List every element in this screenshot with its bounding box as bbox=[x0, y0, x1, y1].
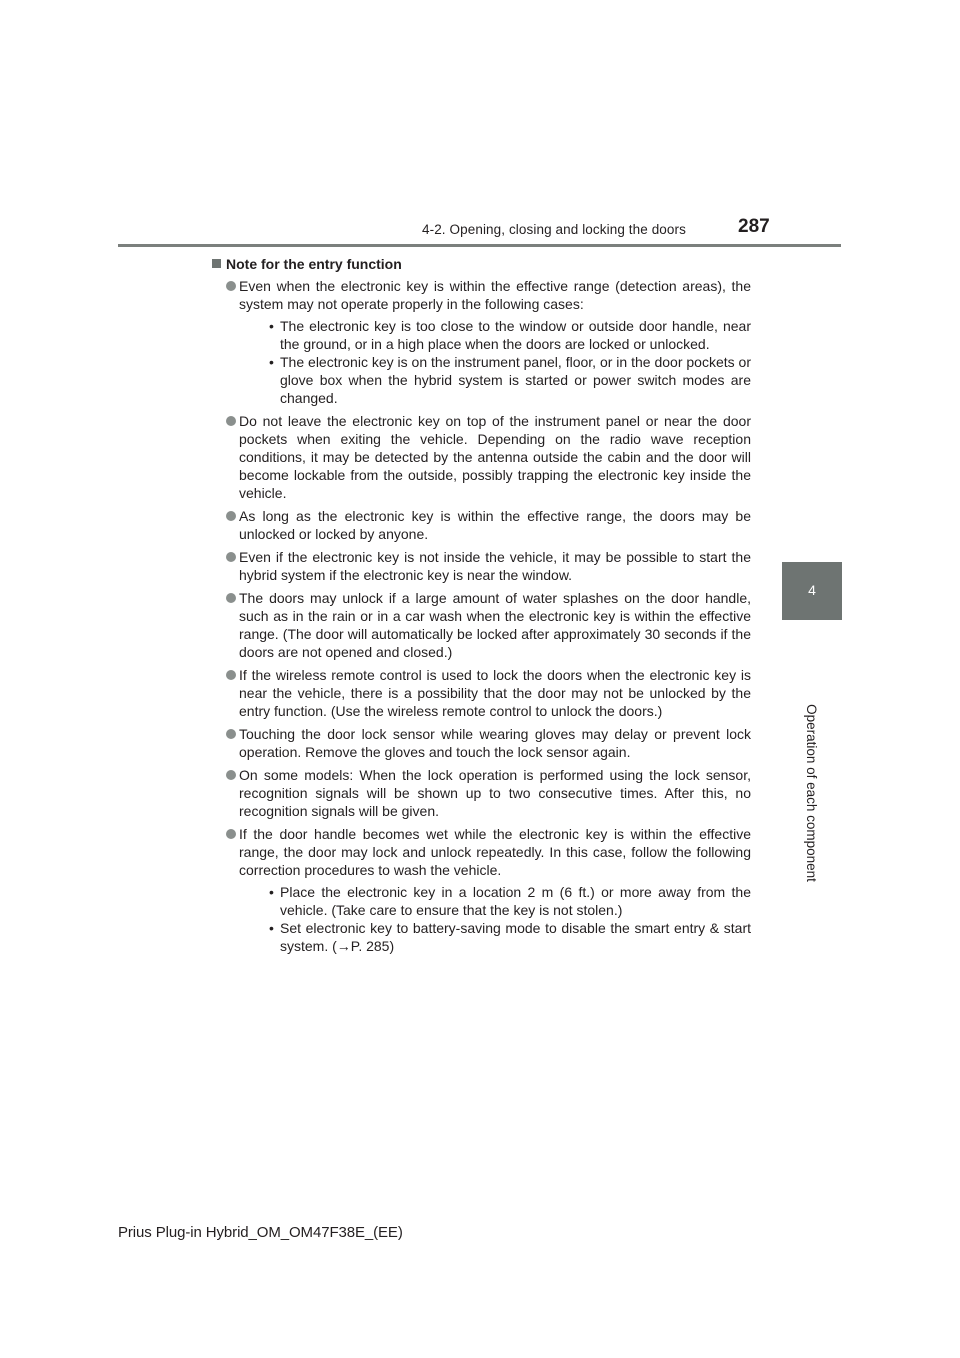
note-section bbox=[211, 255, 751, 960]
list-item-text: Do not leave the electronic key on top of the instrument panel or near the door pockets when exiting the vehicle. Depending on the radio wave reception conditions, it may be detected by the antenna outside the cabin and the door will become lockable from the outside, possibly trapping the electronic key inside the vehicle. bbox=[239, 413, 751, 501]
list-item bbox=[211, 277, 751, 407]
sub-list-item-text: Set electronic key to battery-saving mode to disable the smart entry & start system. (→P. 285) bbox=[280, 920, 751, 954]
list-item-text: On some models: When the lock operation is performed using the lock sensor, recognition signals will be shown up to two consecutive times. After this, no recognition signals will be given. bbox=[239, 767, 751, 819]
dot-bullet-icon: • bbox=[269, 318, 274, 334]
list-item bbox=[211, 666, 751, 720]
circle-bullet-icon bbox=[226, 281, 236, 291]
list-item bbox=[211, 412, 751, 502]
circle-bullet-icon bbox=[226, 593, 236, 603]
circle-bullet-icon bbox=[226, 416, 236, 426]
sub-list-item bbox=[239, 317, 751, 353]
list-item bbox=[211, 507, 751, 543]
list-item-text: As long as the electronic key is within the effective range, the doors may be unlocked or locked by anyone. bbox=[239, 508, 751, 542]
list-item bbox=[211, 825, 751, 955]
square-bullet-icon bbox=[212, 259, 221, 268]
chapter-tab-number: 4 bbox=[808, 582, 816, 598]
list-item bbox=[211, 725, 751, 761]
list-item-text: Touching the door lock sensor while wearing gloves may delay or prevent lock operation. Remove the gloves and touch the lock sensor again. bbox=[239, 726, 751, 760]
sub-list-item bbox=[239, 883, 751, 919]
section-heading bbox=[211, 255, 751, 273]
circle-bullet-icon bbox=[226, 729, 236, 739]
list-item-text: The doors may unlock if a large amount of water splashes on the door handle, such as in the rain or in a car wash when the electronic key is within the effective range. (The door will automatically be locked after approximately 30 seconds if the doors are not opened and closed.) bbox=[239, 590, 751, 660]
list-item bbox=[211, 589, 751, 661]
header-divider bbox=[118, 244, 841, 247]
circle-bullet-icon bbox=[226, 552, 236, 562]
list-item-text: Even when the electronic key is within the effective range (detection areas), the system may not operate properly in the following cases: bbox=[239, 278, 751, 312]
circle-bullet-icon bbox=[226, 770, 236, 780]
sub-list-item-text: The electronic key is too close to the window or outside door handle, near the ground, or in a high place when the doors are locked or unlocked. bbox=[280, 318, 751, 352]
chapter-tab-label: Operation of each component bbox=[804, 704, 820, 882]
list-item bbox=[211, 548, 751, 584]
section-heading-text: Note for the entry function bbox=[226, 256, 402, 272]
list-item-text: If the door handle becomes wet while the electronic key is within the effective range, the door may lock and unlock repeatedly. In this case, follow the following correction procedures to wash the vehicle. bbox=[239, 826, 751, 878]
sub-list-item bbox=[239, 353, 751, 407]
sub-list-item-text: The electronic key is on the instrument panel, floor, or in the door pockets or glove box when the hybrid system is started or power switch modes are changed. bbox=[280, 354, 751, 406]
circle-bullet-icon bbox=[226, 511, 236, 521]
dot-bullet-icon: • bbox=[269, 920, 274, 936]
header-section-title: 4-2. Opening, closing and locking the doors bbox=[422, 222, 686, 237]
dot-bullet-icon: • bbox=[269, 354, 274, 370]
list-item-text: If the wireless remote control is used to lock the doors when the electronic key is near the vehicle, there is a possibility that the door may not be unlocked by the entry function. (Use the wireless remote control to unlock the doors.) bbox=[239, 667, 751, 719]
list-item-text: Even if the electronic key is not inside the vehicle, it may be possible to start the hybrid system if the electronic key is near the window. bbox=[239, 549, 751, 583]
sub-list-item-text: Place the electronic key in a location 2 m (6 ft.) or more away from the vehicle. (Take care to ensure that the key is not stolen.) bbox=[280, 884, 751, 918]
circle-bullet-icon bbox=[226, 670, 236, 680]
list-item bbox=[211, 766, 751, 820]
sub-list-item bbox=[239, 919, 751, 955]
chapter-tab bbox=[782, 562, 842, 620]
document-footer: Prius Plug-in Hybrid_OM_OM47F38E_(EE) bbox=[118, 1224, 403, 1241]
circle-bullet-icon bbox=[226, 829, 236, 839]
dot-bullet-icon: • bbox=[269, 884, 274, 900]
page-number: 287 bbox=[738, 216, 770, 237]
